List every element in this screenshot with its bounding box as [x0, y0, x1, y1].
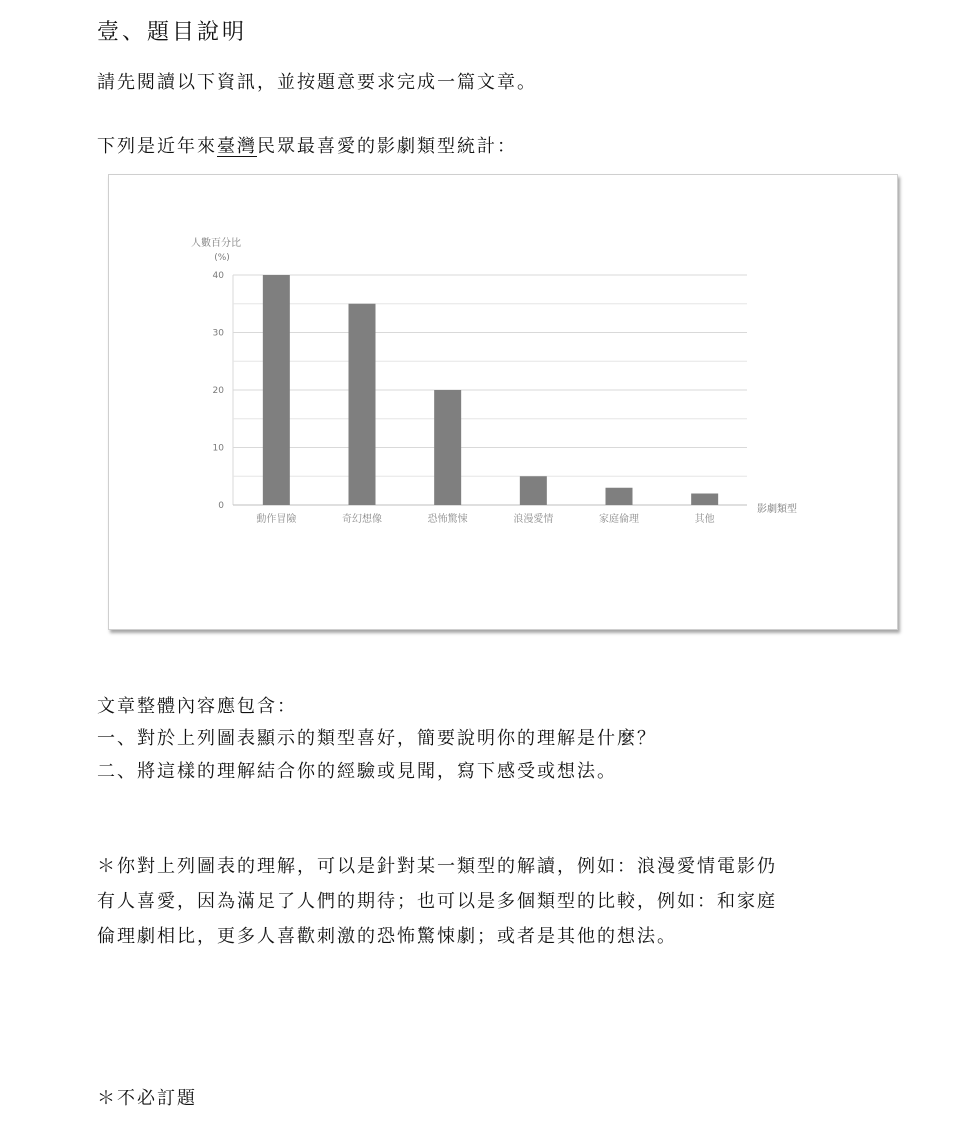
- x-tick-label: 其他: [694, 514, 715, 525]
- no-title-note: ＊不必訂題: [97, 1088, 197, 1109]
- x-axis-label: 影劇類型: [757, 504, 797, 515]
- bar-3: [434, 390, 461, 505]
- y-tick-label: 20: [212, 386, 224, 396]
- bar-1: [263, 275, 290, 505]
- bar-6: [691, 494, 718, 506]
- x-tick-label: 恐怖驚悚: [427, 514, 468, 525]
- lead-after: 民眾最喜愛的影劇類型統計：: [257, 136, 517, 157]
- x-tick-label: 動作冒險: [256, 514, 297, 525]
- chart-frame: [108, 174, 898, 630]
- y-tick-label: 30: [212, 328, 224, 339]
- bar-chart: [109, 175, 897, 629]
- x-tick-label: 奇幻想像: [342, 514, 382, 525]
- bar-5: [606, 488, 633, 505]
- requirement-item-1: 一、對於上列圖表顯示的類型喜好，簡要說明你的理解是什麼？: [97, 728, 657, 749]
- instruction-text: 請先閱讀以下資訊，並按題意要求完成一篇文章。: [97, 72, 537, 93]
- y-axis-unit: (%): [214, 253, 230, 263]
- bar-4: [520, 476, 547, 505]
- lead-underlined: 臺灣: [217, 136, 257, 157]
- y-axis-label: 人數百分比: [191, 238, 241, 249]
- requirements-title: 文章整體內容應包含：: [97, 696, 297, 717]
- y-tick-label: 10: [212, 443, 224, 454]
- x-tick-label: 家庭倫理: [599, 514, 639, 525]
- requirement-item-2: 二、將這樣的理解結合你的經驗或見聞，寫下感受或想法。: [97, 761, 617, 782]
- x-tick-label: 浪漫愛情: [513, 514, 554, 525]
- chart-lead-text: [97, 132, 517, 158]
- y-tick-label: 40: [212, 271, 224, 281]
- note-line-1: ＊你對上列圖表的理解，可以是針對某一類型的解讀，例如：浪漫愛情電影仍: [97, 856, 777, 877]
- note-line-2: 有人喜愛，因為滿足了人們的期待；也可以是多個類型的比較，例如：和家庭: [97, 891, 777, 912]
- y-tick-label: 0: [218, 501, 224, 511]
- bar-2: [349, 304, 376, 505]
- lead-before: 下列是近年來: [97, 136, 217, 157]
- section-title: 壹、題目說明: [97, 20, 248, 45]
- note-line-3: 倫理劇相比，更多人喜歡刺激的恐怖驚悚劇；或者是其他的想法。: [97, 926, 677, 947]
